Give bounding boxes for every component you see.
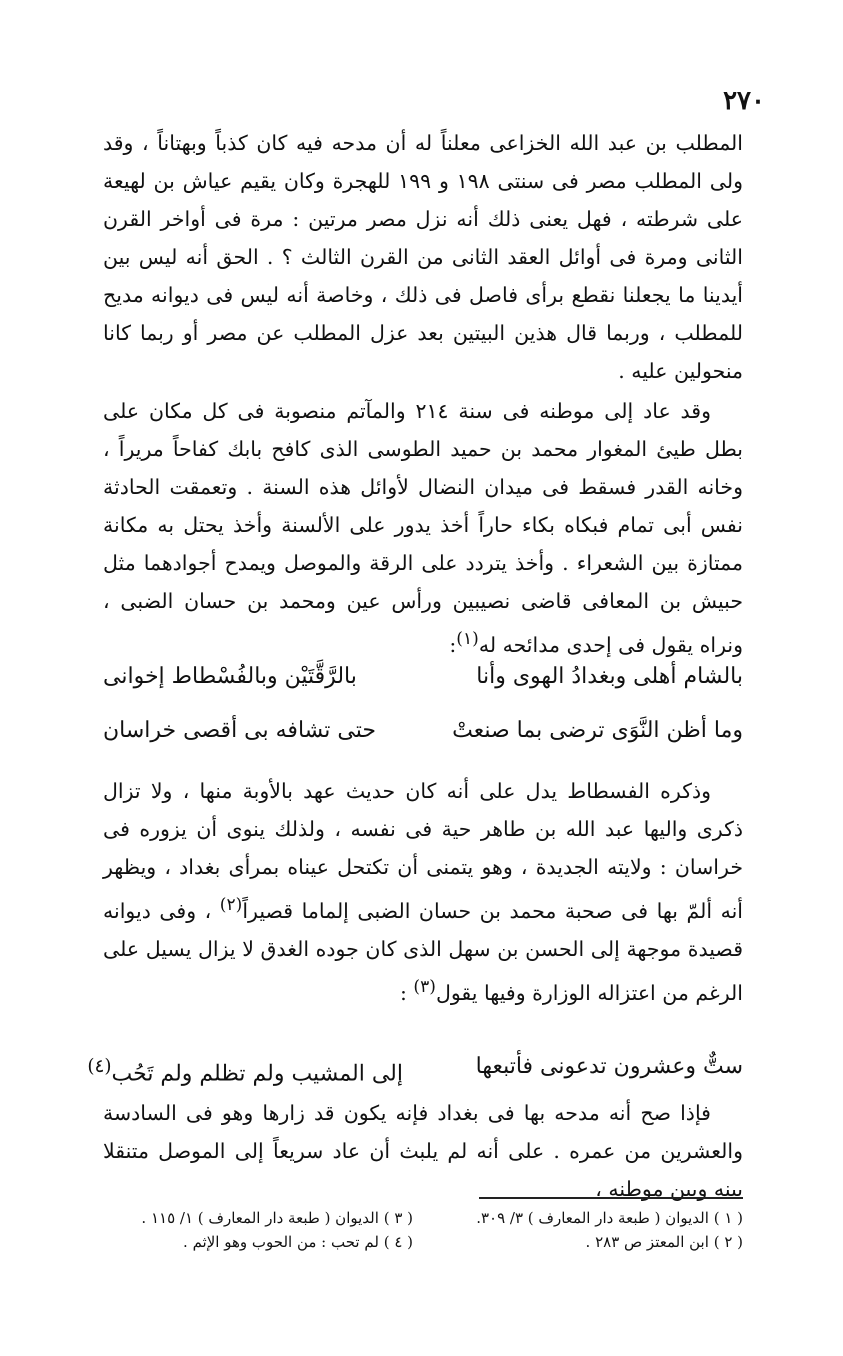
paragraph-3 bbox=[103, 772, 743, 1012]
verse-hemistich-second: بالرَّقَّتَيْن وبالفُسْطاط إخوانى bbox=[103, 664, 357, 689]
footnote-text: الديوان ( طبعة دار المعارف ) ١/ ١١٥ . bbox=[141, 1209, 379, 1227]
footnote-ref-1: (١) bbox=[456, 629, 479, 649]
paragraph-body-continued: ، وفى ديوانه قصيدة موجهة إلى الحسن بن سهل الذى كان جوده الغدق لا يزال يسيل على الرغم من اعتزاله الوزارة وفيها يقول bbox=[103, 898, 743, 1005]
verse-line bbox=[103, 704, 743, 758]
footnote-2 bbox=[433, 1230, 743, 1254]
paragraph-text: المطلب بن عبد الله الخزاعى معلناً له أن مدحه فيه كان كذباً وبهتاناً ، وقد ولى المطلب مصر فى سنتى ١٩٨ و ١٩٩ للهجرة وكان يقيم عياش بن لهيعة على شرطته ، فهل يعنى ذلك أنه نزل مصر مرتين : مرة فى أواخر القرن الثانى ومرة فى أوائل العقد الثانى من القرن الثالث ؟ . الحق أنه ليس بين أيدينا ما يجعلنا نقطع برأى فاصل فى ذلك ، وخاصة أنه ليس فى ديوانه مديح للمطلب ، وربما قال هذين البيتين بعد عزل المطلب عن مصر أو ربما كانا منحولين عليه . bbox=[103, 131, 743, 383]
footnote-number: ( ٢ ) bbox=[713, 1233, 743, 1251]
verse-line bbox=[87, 1040, 743, 1094]
footnote-4 bbox=[103, 1230, 413, 1254]
footnote-number: ( ٤ ) bbox=[383, 1233, 413, 1251]
verse-hemistich-first: وما أظن النَّوَى ترضى بما صنعتْ bbox=[452, 718, 743, 743]
paragraph-4 bbox=[103, 1094, 743, 1208]
footnote-ref-3: (٣) bbox=[413, 976, 436, 997]
verse-block-1 bbox=[103, 650, 743, 758]
verse-hemistich-second bbox=[87, 1040, 403, 1094]
paragraph-body: وقد عاد إلى موطنه فى سنة ٢١٤ والمآتم منصوبة فى كل مكان على بطل طيئ المغوار محمد بن حميد الطوسى الذى كافح بابك كفاحاً مريراً ، وخانه القدر فسقط فى ميدان النضال لأوائل هذه السنة . وتعمقت الحادثة نفس أبى تمام فبكاه بكاء حاراً أخذ يدور على الألسنة وأخذ يحتل به مكانة ممتازة بين الشعراء . وأخذ يتردد على الرقة والموصل ويمدح أجوادهما مثل حبيش بن المعافى قاضى نصيبين ورأس عين ومحمد بن حسان الضبى ، ونراه يقول فى إحدى مدائحه له bbox=[103, 399, 743, 657]
paragraph-colon: : bbox=[449, 632, 457, 657]
verse-line bbox=[103, 650, 743, 704]
paragraph-text bbox=[103, 772, 743, 1012]
paragraph-text: فإذا صح أنه مدحه بها فى بغداد فإنه يكون قد زارها وهو فى السادسة والعشرين من عمره . على أنه لم يلبث أن عاد سريعاً إلى الموصل متنقلا بينه وبين موطنه ، bbox=[103, 1101, 743, 1201]
footnote-text: لم تحب : من الحوب وهو الإثم . bbox=[183, 1233, 379, 1251]
footnote-text: ابن المعتز ص ٢٨٣ . bbox=[585, 1233, 709, 1251]
footnote-1 bbox=[433, 1206, 743, 1230]
footnote-number: ( ٣ ) bbox=[383, 1209, 413, 1227]
paragraph-colon: : bbox=[399, 980, 407, 1005]
footnote-ref-4: (٤) bbox=[87, 1056, 112, 1077]
verse-hemistich-first: ستٌّ وعشرون تدعونى فأتبعها bbox=[475, 1054, 743, 1079]
paragraph-2 bbox=[103, 392, 743, 664]
verse-block-2 bbox=[87, 1040, 743, 1094]
verse-hemistich-first: بالشام أهلى وبغدادُ الهوى وأنا bbox=[476, 664, 743, 689]
verse-hemistich-second: حتى تشافه بى أقصى خراسان bbox=[103, 718, 376, 743]
footnote-divider bbox=[479, 1197, 743, 1199]
footnote-ref-2: (٢) bbox=[219, 895, 243, 915]
verse-hemistich-text: إلى المشيب ولم تظلم ولم تَحُب bbox=[111, 1061, 403, 1087]
page-number: ٢٧٠ bbox=[723, 86, 765, 116]
paragraph-1 bbox=[103, 124, 743, 390]
footnotes bbox=[103, 1206, 743, 1254]
footnote-number: ( ١ ) bbox=[713, 1209, 743, 1227]
footnote-text: الديوان ( طبعة دار المعارف ) ٣/ ٣٠٩. bbox=[476, 1209, 709, 1227]
footnote-row bbox=[103, 1206, 743, 1230]
footnote-3 bbox=[103, 1206, 413, 1230]
footnote-row bbox=[103, 1230, 743, 1254]
paragraph-body: وذكره الفسطاط يدل على أنه كان حديث عهد بالأوبة منها ، ولا تزال ذكرى واليها عبد الله بن طاهر حية فى نفسه ، ولذلك ينوى أن يزوره فى خراسان : ولايته الجديدة ، وهو يتمنى أن تكتحل عيناه بمرأى بغداد ، ويظهر أنه ألمّ بها فى صحبة محمد بن حسان الضبى إلماما قصيراً bbox=[103, 779, 743, 923]
paragraph-text bbox=[103, 392, 743, 664]
